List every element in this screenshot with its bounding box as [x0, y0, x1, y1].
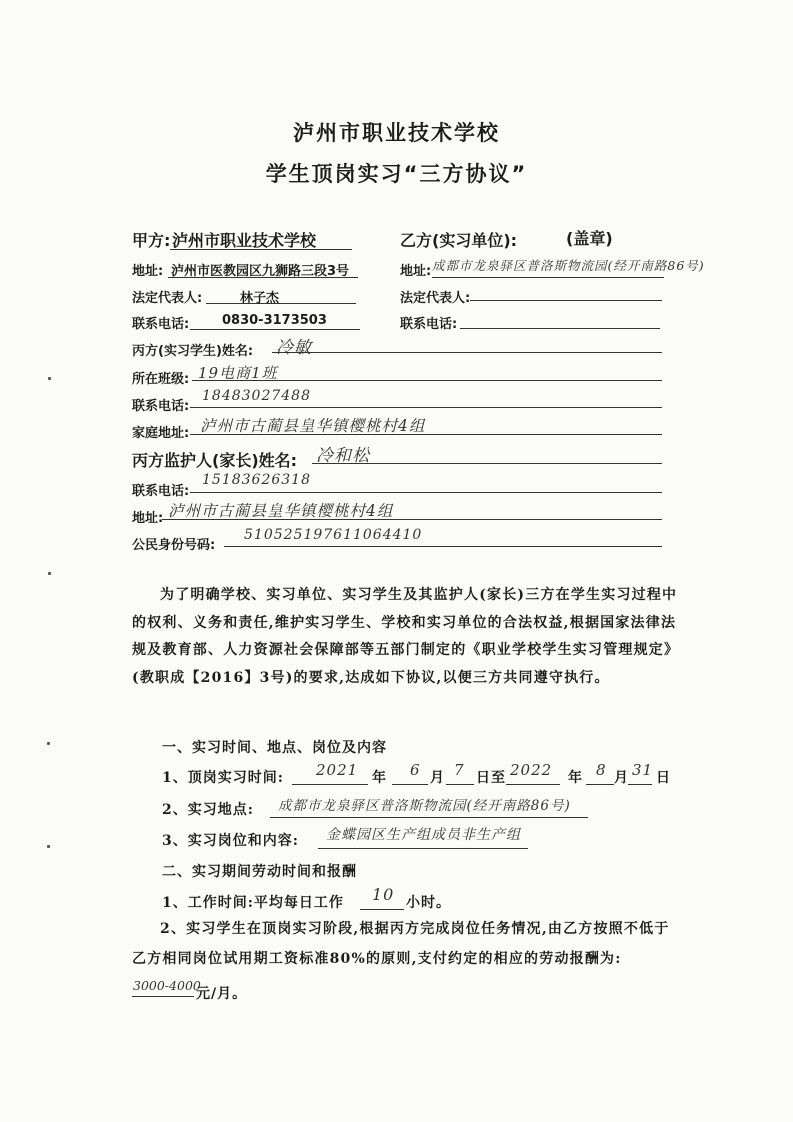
party-b-label: 乙方(实习单位): [400, 231, 518, 250]
end-day-underline [628, 784, 652, 785]
party-a-label: 甲方: [132, 231, 171, 250]
work-hours: 10 [372, 885, 395, 904]
start-year-underline [292, 784, 368, 785]
pay-paragraph [132, 914, 682, 974]
student-class: 19电商1班 [198, 364, 278, 382]
party-a-address: 泸州市医教园区九狮路三段3号 [171, 264, 350, 279]
section-1-heading: 一、实习时间、地点、岗位及内容 [162, 740, 387, 756]
internship-place: 成都市龙泉驿区普洛斯物流园(经开南路86号) [278, 798, 571, 814]
guardian-name-underline [312, 463, 662, 464]
student-phone-label: 联系电话: [132, 399, 190, 414]
guardian-address-label: 地址: [132, 511, 164, 526]
party-b-legal-rep-underline [470, 300, 662, 301]
start-year: 2021 [316, 761, 359, 779]
end-month-char: 月 [614, 770, 629, 786]
guardian-address-underline [162, 519, 662, 520]
start-month: 6 [410, 761, 421, 779]
party-b-seal: (盖章) [566, 229, 613, 248]
student-class-label: 所在班级: [132, 372, 190, 387]
internship-post: 金蝶园区生产组成员非生产组 [326, 827, 521, 843]
guardian-phone-label: 联系电话: [132, 484, 190, 499]
party-b-address-label: 地址: [400, 264, 432, 279]
guardian-address: 泸州市古蔺县皇华镇樱桃村4组 [168, 502, 394, 520]
end-year-char: 年 [568, 770, 583, 786]
start-month-char: 月 [430, 770, 445, 786]
party-a-address-underline [168, 277, 358, 278]
scan-speck [47, 742, 50, 745]
student-name-underline [272, 352, 662, 353]
party-a-phone-underline [190, 329, 360, 330]
end-year-underline [506, 784, 560, 785]
section-2-heading: 二、实习期间劳动时间和报酬 [162, 864, 357, 880]
start-year-char: 年 [372, 770, 387, 786]
pay-amount: 3000-4000 [133, 978, 201, 993]
guardian-phone-underline [190, 492, 662, 493]
student-name: 冷敏 [276, 338, 312, 358]
internship-place-label: 2、实习地点: [162, 802, 254, 818]
internship-place-underline [270, 817, 588, 818]
guardian-id-label: 公民身份号码: [132, 538, 216, 553]
party-a-legal-rep-label: 法定代表人: [132, 291, 203, 306]
party-a-phone: 0830-3173503 [222, 313, 327, 328]
party-a-address-label: 地址: [132, 264, 164, 279]
work-hours-underline [360, 909, 404, 910]
end-month-underline [586, 784, 614, 785]
student-phone-underline [190, 407, 662, 408]
start-day-underline [446, 784, 474, 785]
student-name-label: 丙方(实习学生)姓名: [132, 344, 254, 359]
end-day-char: 日 [656, 770, 671, 786]
internship-post-underline [318, 848, 528, 849]
end-day: 31 [632, 761, 654, 779]
party-a-legal-rep-underline [206, 303, 356, 304]
internship-post-label: 3、实习岗位和内容: [162, 833, 299, 849]
party-b-address: 成都市龙泉驿区普洛斯物流园(经开南路86号) [432, 258, 705, 273]
scan-speck [47, 845, 50, 848]
scan-speck [48, 377, 51, 380]
party-b-phone-underline [460, 328, 660, 329]
student-home: 泸州市古蔺县皇华镇樱桃村4组 [200, 417, 426, 435]
pay-amount-underline [132, 996, 194, 997]
intro-paragraph: 为了明确学校、实习单位、实习学生及其监护人(家长)三方在学生实习过程中的权利、义务和责任,维护实习学生、学校和实习单位的合法权益,根据国家法律法规及教育部、人力资源社会保障部等五部门制定的《职业学校学生实习管理规定》(教职成【2016】3号)的要求,达成如下协议,以便三方共同遵守执行。 [132, 587, 680, 686]
start-day: 7 [454, 761, 465, 779]
party-a-underline [170, 249, 352, 250]
guardian-name-label: 丙方监护人(家长)姓名: [132, 451, 298, 470]
party-b-address-underline [432, 277, 664, 278]
work-hours-prefix: 1、工作时间:平均每日工作 [162, 895, 344, 911]
party-a-name: 泸州市职业技术学校 [172, 231, 317, 250]
party-a-phone-label: 联系电话: [132, 317, 190, 332]
guardian-id: 510525197611064410 [244, 527, 423, 543]
party-a-legal-rep: 林子杰 [240, 291, 280, 306]
day-to-char: 日至 [476, 770, 506, 786]
guardian-id-underline [224, 546, 662, 547]
party-b-phone-label: 联系电话: [400, 317, 458, 332]
guardian-phone: 15183626318 [202, 472, 311, 488]
student-class-underline [192, 380, 662, 381]
scan-speck [48, 572, 51, 575]
internship-time-label: 1、顶岗实习时间: [162, 770, 284, 786]
student-phone: 18483027488 [202, 388, 311, 404]
guardian-name: 冷和松 [316, 446, 370, 466]
student-home-label: 家庭地址: [132, 426, 190, 441]
work-hours-suffix: 小时。 [406, 895, 451, 911]
pay-unit: 元/月。 [196, 986, 248, 1002]
pay-text: 2、实习学生在顶岗实习阶段,根据丙方完成岗位任务情况,由乙方按照不低于乙方相同岗位试用期工资标准80%的原则,支付约定的相应的劳动报酬为: [132, 921, 670, 967]
student-home-underline [190, 434, 662, 435]
agreement-title: 学生顶岗实习“三方协议” [265, 162, 528, 186]
end-month: 8 [596, 761, 607, 779]
start-month-underline [392, 784, 428, 785]
party-b-legal-rep-label: 法定代表人: [400, 291, 471, 306]
school-title: 泸州市职业技术学校 [293, 121, 500, 145]
end-year: 2022 [510, 761, 553, 779]
